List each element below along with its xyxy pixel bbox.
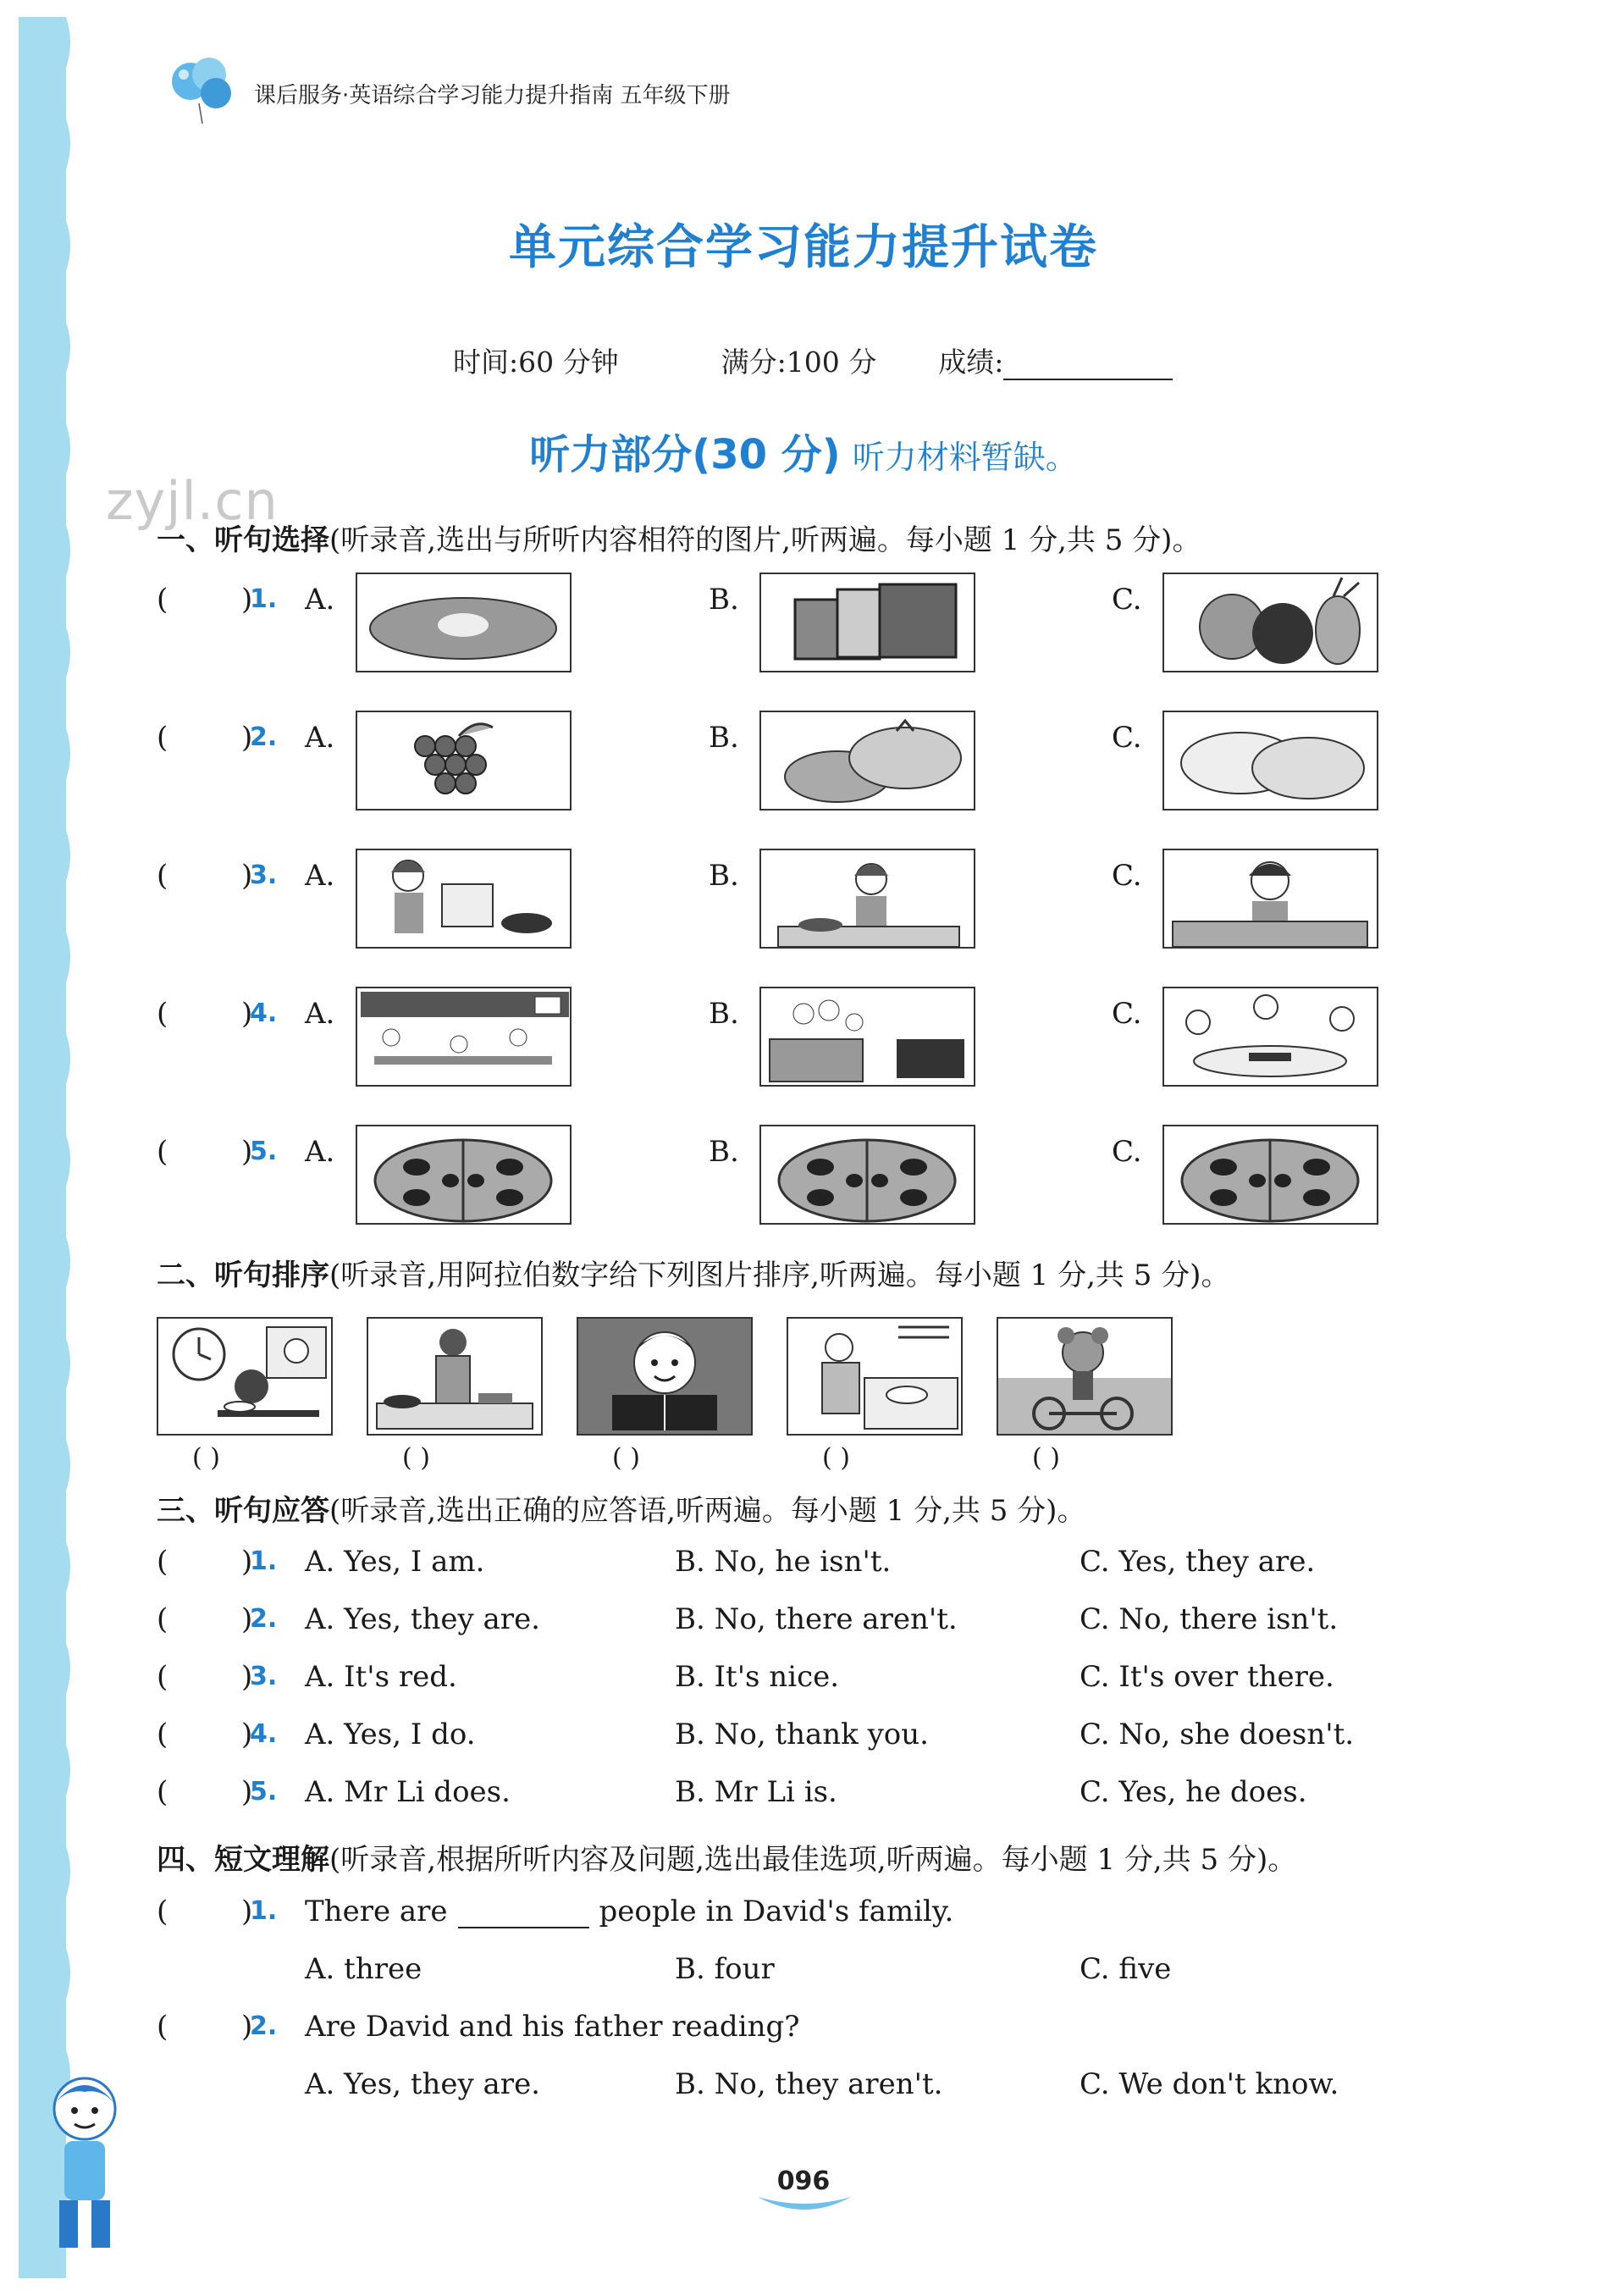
family-living-room-picture[interactable] (759, 987, 975, 1087)
answer-paren-close: ) (241, 1660, 253, 1694)
question-number: 2. (250, 2011, 278, 2041)
question-number: 5. (250, 1777, 278, 1806)
answer-paren-open[interactable]: ( (157, 997, 168, 1031)
s4-question-1 (157, 1895, 1469, 1937)
question-number: 3. (250, 860, 278, 890)
order-answer-2[interactable]: ( ) (402, 1443, 430, 1473)
boy-reading-picture (577, 1317, 753, 1436)
grapes-picture[interactable] (356, 711, 572, 811)
listening-title: 听力部分(30 分) (529, 431, 841, 479)
option-letter-b: B. (709, 859, 739, 893)
balloon-logo-icon (165, 53, 243, 129)
answer-paren-close: ) (241, 1718, 253, 1751)
option-letter-a: A. (305, 997, 335, 1031)
option-a[interactable]: A. Yes, they are. (305, 1602, 540, 1636)
answer-paren-close: ) (241, 1775, 253, 1809)
answer-paren-close: ) (241, 2010, 253, 2044)
option-c[interactable]: C. Yes, they are. (1080, 1545, 1316, 1579)
ladybird-picture[interactable] (1162, 1125, 1378, 1225)
section-3-number: 三、听句应答 (157, 1494, 329, 1528)
option-a[interactable]: A. Mr Li does. (305, 1775, 511, 1809)
section-4-title (157, 1836, 1296, 1878)
fill-blank[interactable] (458, 1901, 589, 1928)
option-a[interactable]: A. Yes, I am. (305, 1545, 485, 1579)
answer-paren-open[interactable]: ( (157, 1660, 168, 1694)
option-b[interactable]: B. No, he isn't. (675, 1545, 892, 1579)
option-letter-c: C. (1112, 721, 1142, 755)
answer-paren-close: ) (241, 583, 253, 617)
listening-choice-row (157, 849, 1427, 954)
response-question-row (157, 1718, 1469, 1760)
option-b[interactable]: B. four (675, 1952, 775, 1986)
ladybird-picture[interactable] (759, 1125, 975, 1225)
option-letter-b: B. (709, 583, 739, 617)
section-4-number: 四、短文理解 (157, 1843, 329, 1877)
girl-washing-clothes-picture[interactable] (356, 849, 572, 949)
option-a[interactable]: A. three (305, 1952, 422, 1986)
order-answer-5[interactable]: ( ) (1032, 1443, 1060, 1473)
response-question-row (157, 1660, 1469, 1702)
ladybird-picture[interactable] (356, 1125, 572, 1225)
option-letter-c: C. (1112, 859, 1142, 893)
option-b[interactable]: B. It's nice. (675, 1660, 840, 1694)
question-number: 5. (250, 1137, 278, 1166)
option-letter-a: A. (305, 721, 335, 755)
full-score: 满分:100 分 (721, 346, 877, 379)
answer-paren-open[interactable]: ( (157, 1135, 168, 1169)
option-letter-c: C. (1112, 1135, 1142, 1169)
answer-paren-open[interactable]: ( (157, 1545, 168, 1579)
option-b[interactable]: B. No, they aren't. (675, 2067, 943, 2101)
option-b[interactable]: B. Mr Li is. (675, 1775, 837, 1809)
page-number-ornament-icon (758, 2194, 851, 2219)
watermark: zyjl.cn (106, 470, 279, 532)
option-c[interactable]: C. No, she doesn't. (1080, 1718, 1355, 1751)
listening-choice-row (157, 1125, 1427, 1231)
mouse-riding-bike-picture (997, 1317, 1173, 1436)
s4-question-1-options (157, 1952, 1469, 1994)
ordering-pictures (157, 1317, 1257, 1436)
page-number: 096 (776, 2166, 831, 2196)
s4-question-2-options (157, 2067, 1469, 2110)
woman-cooking-picture (367, 1317, 543, 1436)
wavy-sidebar-edge (56, 17, 78, 2278)
question-number: 4. (250, 999, 278, 1028)
exam-meta (453, 340, 1173, 380)
answer-paren-close: ) (241, 1545, 253, 1579)
question-stem: Are David and his father reading? (305, 2010, 800, 2044)
page-title: 单元综合学习能力提升试卷 (509, 220, 1098, 275)
listening-heading (0, 422, 1607, 480)
question-number: 2. (250, 722, 278, 752)
listening-choice-row (157, 573, 1427, 678)
question-number: 1. (250, 1896, 278, 1926)
tomatoes-picture[interactable] (759, 711, 975, 811)
section-4-instructions: (听录音,根据所听内容及问题,选出最佳选项,听两遍。每小题 1 分,共 5 分)。 (329, 1843, 1297, 1877)
question-stem: There are people in David's family. (305, 1895, 954, 1928)
order-answer-4[interactable]: ( ) (822, 1443, 850, 1473)
answer-paren-open[interactable]: ( (157, 1718, 168, 1751)
section-1-title (157, 517, 1201, 558)
score-blank[interactable] (1003, 353, 1173, 380)
option-letter-b: B. (709, 997, 739, 1031)
answer-paren-open[interactable]: ( (157, 583, 168, 617)
page-header (165, 53, 1520, 129)
section-2-instructions: (听录音,用阿拉伯数字给下列图片排序,听两遍。每小题 1 分,共 5 分)。 (329, 1259, 1230, 1292)
section-3-instructions: (听录音,选出正确的应答语,听两遍。每小题 1 分,共 5 分)。 (329, 1494, 1086, 1528)
girl-cooking-picture[interactable] (759, 849, 975, 949)
section-2-title (157, 1252, 1229, 1293)
girl-doing-puzzle-picture[interactable] (1162, 849, 1378, 949)
response-question-row (157, 1545, 1469, 1587)
option-c[interactable]: C. We don't know. (1080, 2067, 1339, 2101)
question-number: 3. (250, 1662, 278, 1691)
listening-choice-row (157, 711, 1427, 816)
book-header-text: 课后服务·英语综合学习能力提升指南 五年级下册 (254, 83, 731, 108)
answer-paren-open[interactable]: ( (157, 1602, 168, 1636)
option-a[interactable]: A. It's red. (305, 1660, 457, 1694)
option-letter-a: A. (305, 859, 335, 893)
s4-question-2 (157, 2010, 1469, 2052)
vegetables-picture[interactable] (1162, 573, 1378, 672)
listening-choice-row (157, 987, 1427, 1093)
question-number: 1. (250, 584, 278, 614)
boy-eating-breakfast-picture (157, 1317, 333, 1436)
option-c[interactable]: C. five (1080, 1952, 1172, 1986)
answer-paren-open[interactable]: ( (157, 2010, 168, 2044)
answer-paren-close: ) (241, 1895, 253, 1928)
answer-paren-close: ) (241, 1135, 253, 1169)
option-a[interactable]: A. Yes, they are. (305, 2067, 540, 2101)
listening-note: 听力材料暂缺。 (852, 439, 1078, 476)
option-letter-a: A. (305, 583, 335, 617)
family-dinner-picture[interactable] (1162, 987, 1378, 1087)
response-question-row (157, 1775, 1469, 1817)
classroom-picture[interactable] (356, 987, 572, 1087)
man-washing-dishes-picture (787, 1317, 963, 1436)
answer-paren-open[interactable]: ( (157, 1775, 168, 1809)
time-limit: 时间:60 分钟 (453, 346, 619, 379)
score-label: 成绩: (938, 346, 1004, 379)
answer-paren-open[interactable]: ( (157, 1895, 168, 1928)
answer-paren-close: ) (241, 997, 253, 1031)
question-number: 1. (250, 1546, 278, 1576)
option-letter-a: A. (305, 1135, 335, 1169)
section-3-title (157, 1487, 1085, 1529)
response-question-row (157, 1602, 1469, 1645)
section-1-number: 一、听句选择 (157, 523, 329, 557)
bread-picture[interactable] (759, 573, 975, 672)
option-letter-c: C. (1112, 583, 1142, 617)
option-c[interactable]: C. Yes, he does. (1080, 1775, 1307, 1809)
order-answer-3[interactable]: ( ) (612, 1443, 640, 1473)
option-letter-c: C. (1112, 997, 1142, 1031)
option-letter-b: B. (709, 1135, 739, 1169)
question-number: 2. (250, 1604, 278, 1634)
meat-picture[interactable] (356, 573, 572, 672)
answer-paren-open[interactable]: ( (157, 859, 168, 893)
option-letter-b: B. (709, 721, 739, 755)
order-answer-1[interactable]: ( ) (192, 1443, 220, 1473)
boy-mascot-icon (34, 2066, 135, 2261)
potatoes-picture[interactable] (1162, 711, 1378, 811)
option-c[interactable]: C. No, there isn't. (1080, 1602, 1339, 1636)
question-number: 4. (250, 1719, 278, 1749)
option-b[interactable]: B. No, thank you. (675, 1718, 929, 1751)
answer-paren-close: ) (241, 859, 253, 893)
option-b[interactable]: B. No, there aren't. (675, 1602, 958, 1636)
option-c[interactable]: C. It's over there. (1080, 1660, 1334, 1694)
section-2-number: 二、听句排序 (157, 1259, 329, 1292)
option-a[interactable]: A. Yes, I do. (305, 1718, 476, 1751)
answer-paren-open[interactable]: ( (157, 721, 168, 755)
section-1-instructions: (听录音,选出与所听内容相符的图片,听两遍。每小题 1 分,共 5 分)。 (329, 523, 1201, 557)
answer-paren-close: ) (241, 721, 253, 755)
answer-paren-close: ) (241, 1602, 253, 1636)
